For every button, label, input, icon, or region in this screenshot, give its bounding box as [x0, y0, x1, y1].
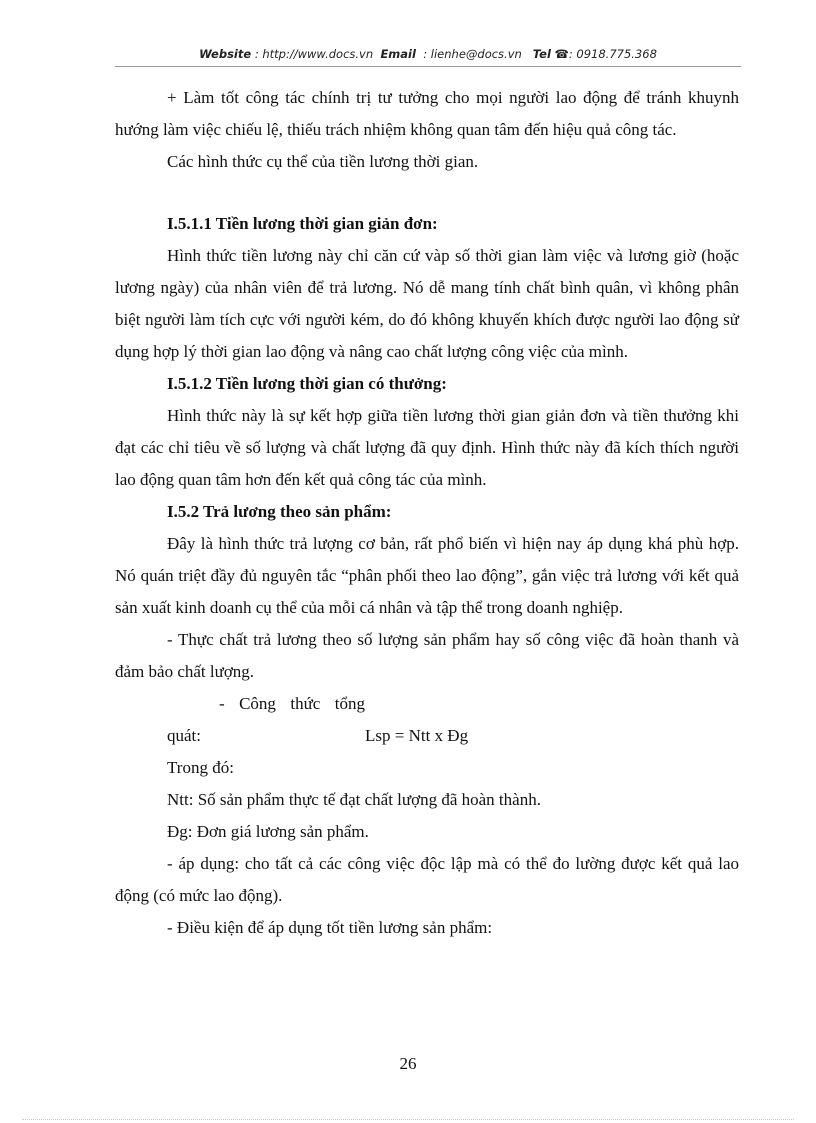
definition-dg: Đg: Đơn giá lương sản phẩm.: [167, 822, 369, 841]
email-label: Email: [380, 47, 416, 61]
page-header: [115, 47, 741, 61]
paragraph-piece-rate-essence: - Thực chất trả lương theo số lượng sản phẩm hay số công việc đã hoàn thanh và đảm bảo chất lượng.: [115, 630, 739, 681]
email-value: : lienhe@docs.vn: [423, 47, 522, 61]
paragraph-simple-time-wage: Hình thức tiền lương này chỉ căn cứ vàp số thời gian làm việc và lương giờ (hoặc lương ngày) của nhân viên để trả lương. Nó dễ mang tính chất bình quân, vì không phân biệt người làm tích cực với người kém, do đó không khuyến khích được người lao động sử dụng hợp lý thời gian lao động và nâng cao chất lượng công việc của mình.: [115, 246, 739, 361]
paragraph-piece-rate: Đây là hình thức trả lượng cơ bản, rất phổ biến vì hiện nay áp dụng khá phù hợp. Nó quán triệt đầy đủ nguyên tắc “phân phối theo lao động”, gắn việc trả lương với kết quả sản xuất kinh doanh cụ thể của mỗi cá nhân và tập thể trong doanh nghiệp.: [115, 534, 739, 617]
paragraph-political-work: + Làm tốt công tác chính trị tư tưởng cho mọi người lao động để tránh khuynh hướng làm việc chiếu lệ, thiếu trách nhiệm không quan tâm đến hiệu quả công tác.: [115, 88, 739, 139]
telephone-icon: ☎: [554, 47, 569, 61]
page-number: 26: [399, 1054, 417, 1073]
document-body: [115, 82, 739, 944]
tel-label: Tel: [532, 47, 551, 61]
page-bottom-border: [22, 1119, 794, 1120]
paragraph-application: - áp dụng: cho tất cả các công việc độc lập mà có thể đo lường được kết quả lao động (có mức lao động).: [115, 854, 739, 905]
tel-value: : 0918.775.368: [568, 47, 657, 61]
spacer: [115, 178, 739, 208]
where-label: Trong đó:: [167, 758, 234, 777]
definition-ntt: Ntt: Số sản phẩm thực tế đạt chất lượng đã hoàn thành.: [167, 790, 541, 809]
heading-piece-rate: I.5.2 Trả lương theo sản phẩm:: [167, 502, 392, 521]
paragraph-time-wage-forms: Các hình thức cụ thể của tiền lương thời gian.: [167, 152, 479, 171]
website-value: : http://www.docs.vn: [254, 47, 374, 61]
paragraph-conditions: - Điều kiện để áp dụng tốt tiền lương sản phẩm:: [167, 918, 493, 937]
formula-line: [115, 688, 739, 752]
formula-label: - Công thức tổng quát:: [167, 694, 365, 745]
website-label: Website: [199, 47, 252, 61]
header-divider: [115, 66, 741, 67]
heading-time-wage-bonus: I.5.1.2 Tiền lương thời gian có thưởng:: [167, 374, 447, 393]
paragraph-time-wage-bonus: Hình thức này là sự kết hợp giữa tiền lương thời gian giản đơn và tiền thưởng khi đạt các chỉ tiêu về số lượng và chất lượng đã quy định. Hình thức này đã kích thích người lao động quan tâm hơn đến kết quả công tác của mình.: [115, 406, 739, 489]
heading-simple-time-wage: I.5.1.1 Tiền lương thời gian giản đơn:: [167, 214, 438, 233]
formula: Lsp = Ntt x Đg: [365, 726, 469, 745]
